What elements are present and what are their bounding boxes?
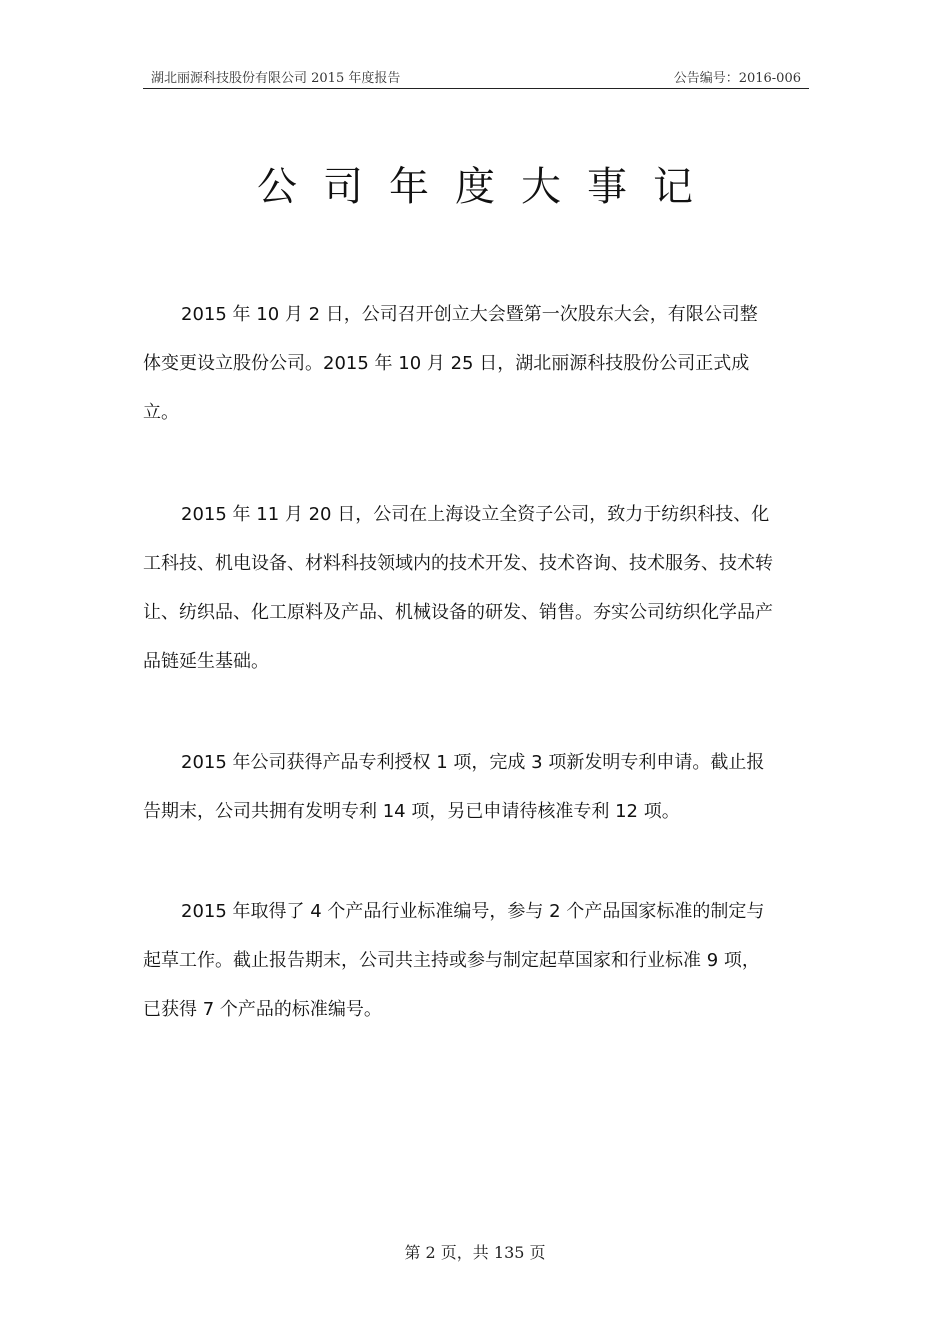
paragraph-standards: 2015 年取得了 4 个产品行业标准编号，参与 2 个产品国家标准的制定与起草工作。截止报告期末，公司共主持或参与制定起草国家和行业标准 9 项，已获得 7 个产品的标准编号。	[143, 901, 765, 1020]
paragraph-founding: 2015 年 10 月 2 日，公司召开创立大会暨第一次股东大会，有限公司整体变更设立股份公司。2015 年 10 月 25 日，湖北丽源科技股份公司正式成立。	[143, 304, 758, 423]
header-report-title: 湖北丽源科技股份有限公司 2015 年度报告	[151, 71, 401, 86]
paragraph-patents: 2015 年公司获得产品专利授权 1 项，完成 3 项新发明专利申请。截止报告期末，公司共拥有发明专利 14 项，另已申请待核准专利 12 项。	[143, 752, 765, 822]
header-announcement-number: 公告编号：2016-006	[673, 71, 801, 86]
page-header	[143, 62, 809, 89]
paragraph-subsidiary: 2015 年 11 月 20 日，公司在上海设立全资子公司，致力于纺织科技、化工科技、机电设备、材料科技领域内的技术开发、技术咨询、技术服务、技术转让、纺织品、化工原料及产品、机械设备的研发、销售。夯实公司纺织化学品产品链延生基础。	[143, 504, 773, 672]
page-number: 第 2 页，共 135 页	[404, 1243, 546, 1262]
page-title: 公司年度大事记	[257, 164, 719, 210]
